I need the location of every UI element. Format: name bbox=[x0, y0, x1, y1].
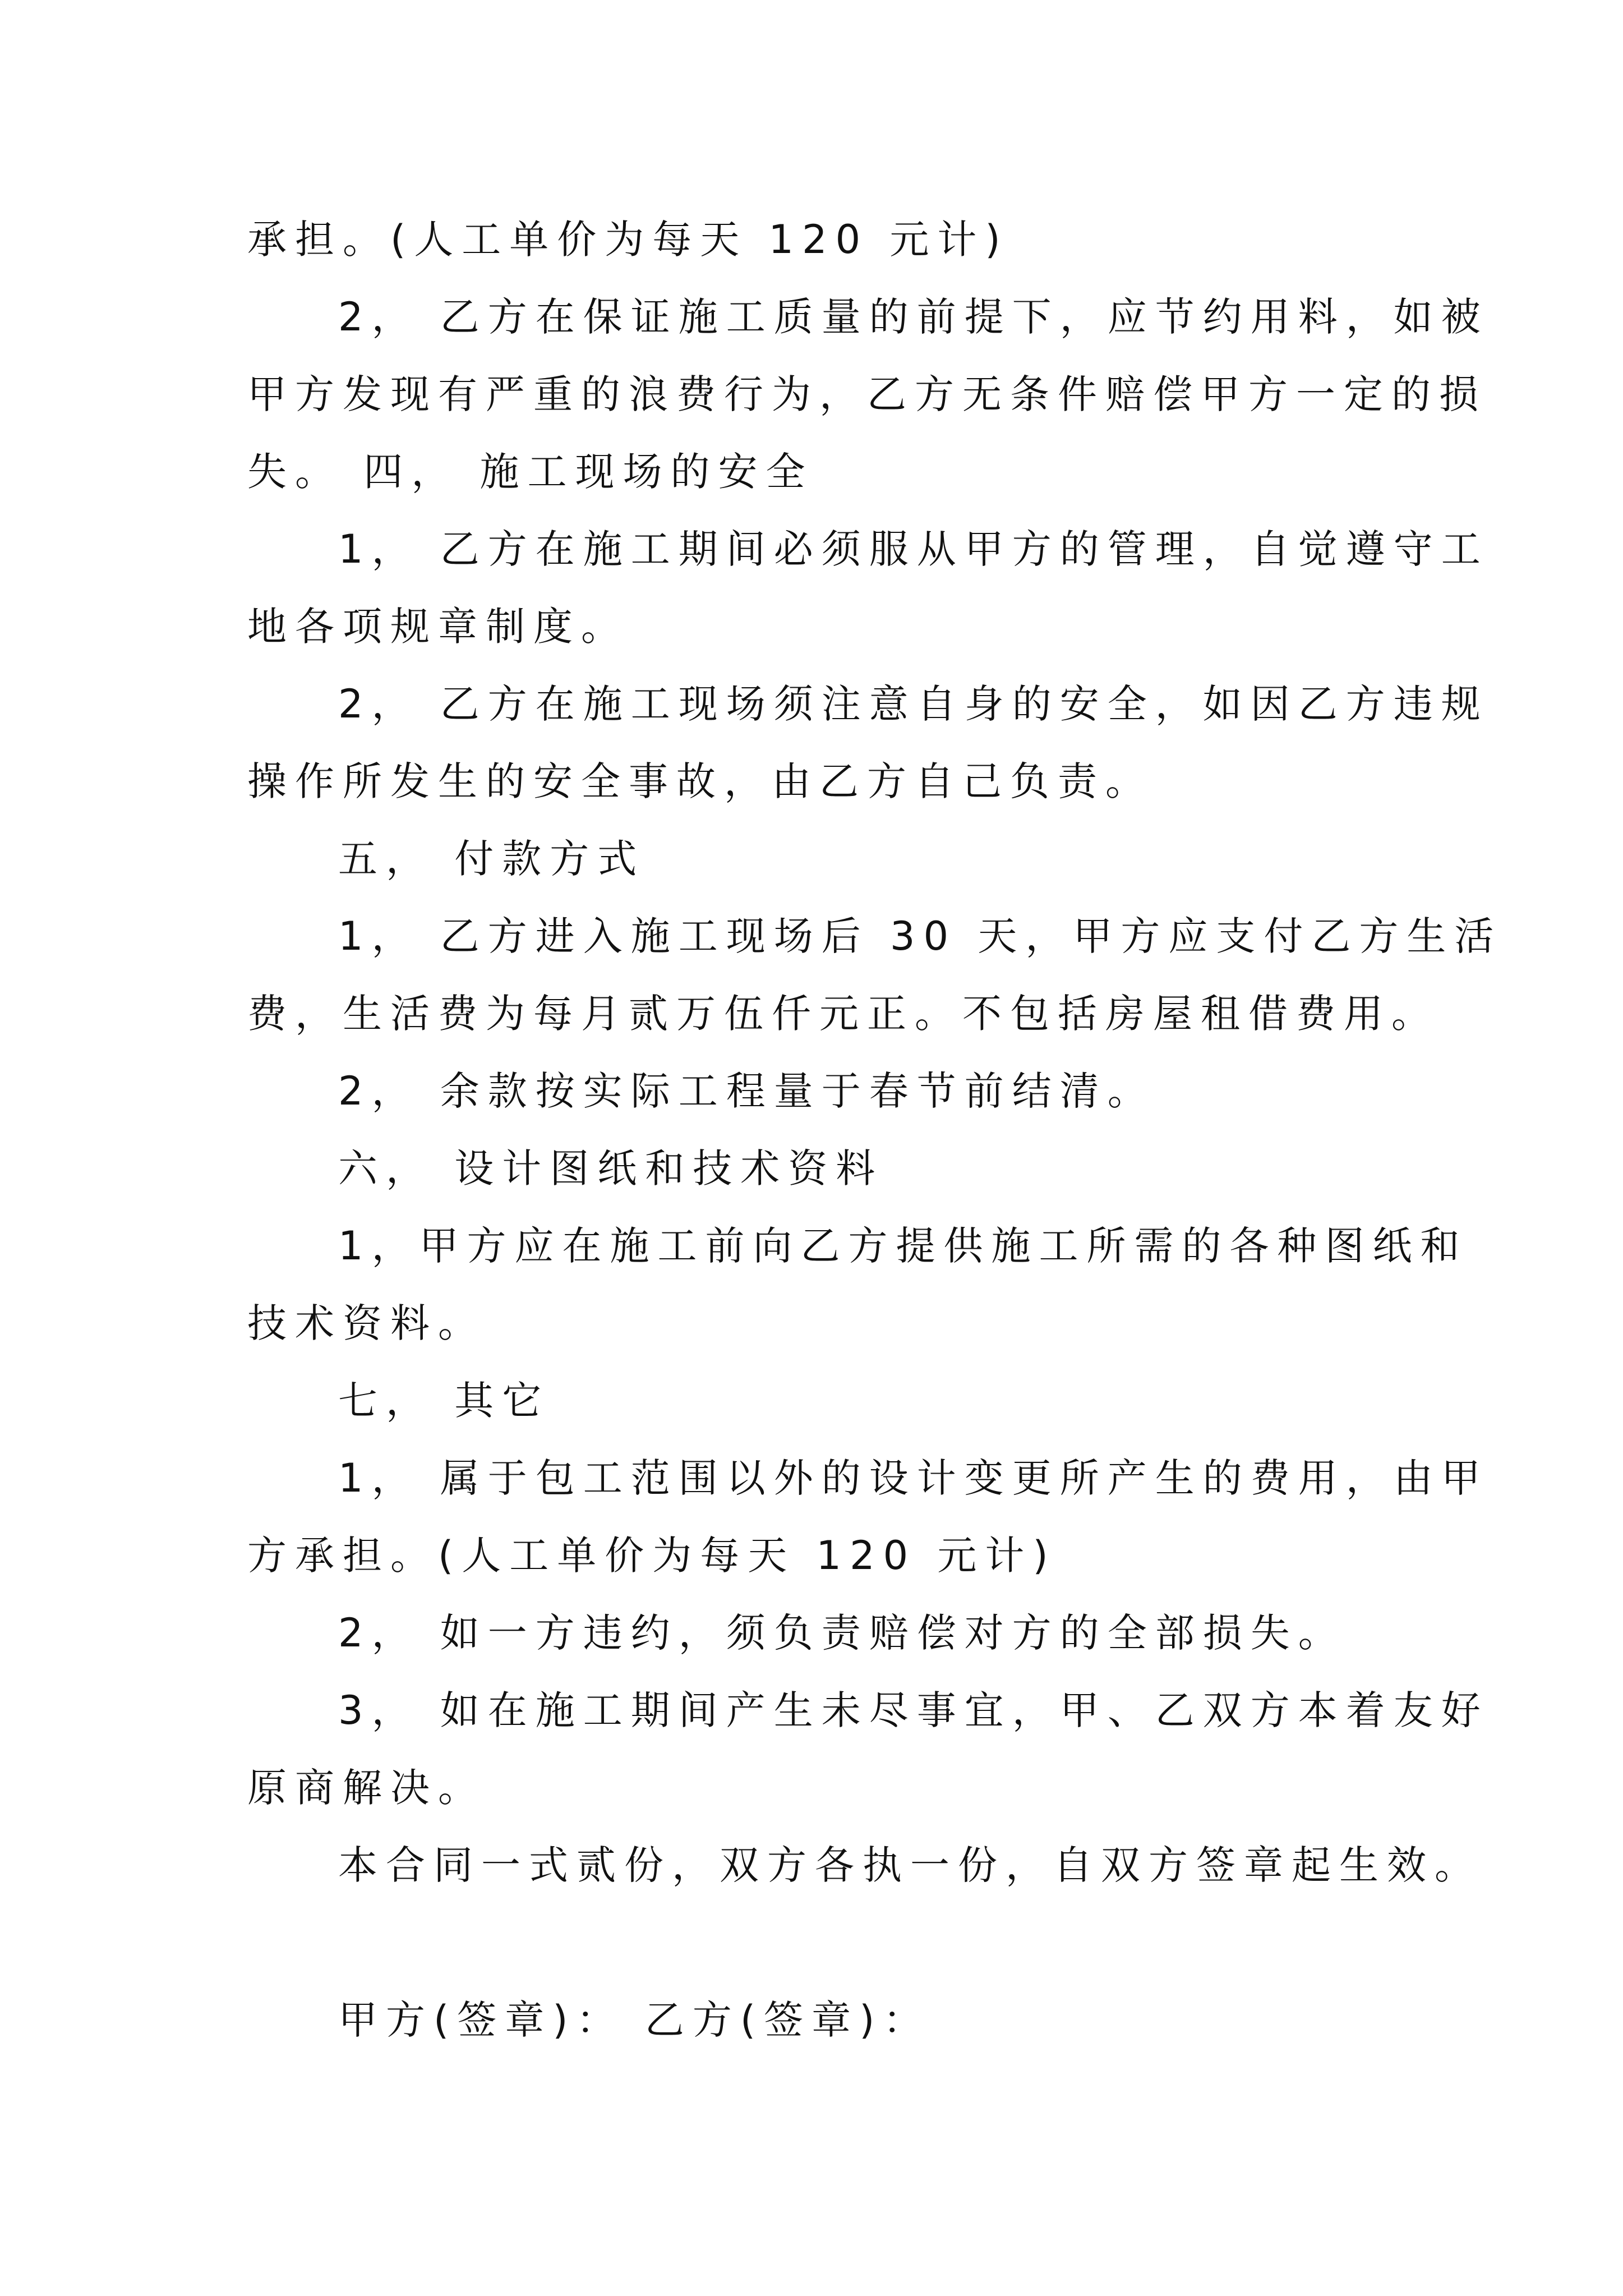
paragraph-line: 1， 乙方在施工期间必须服从甲方的管理，自觉遵守工 bbox=[338, 526, 1489, 572]
paragraph-line: 甲方发现有严重的浪费行为，乙方无条件赔偿甲方一定的损 bbox=[247, 371, 1487, 417]
paragraph-line: 原商解决。 bbox=[247, 1765, 486, 1811]
section-heading-5: 五， 付款方式 bbox=[338, 836, 645, 882]
paragraph-line: 2， 乙方在施工现场须注意自身的安全，如因乙方违规 bbox=[338, 681, 1489, 727]
section-heading-6: 六， 设计图纸和技术资料 bbox=[338, 1145, 884, 1191]
paragraph-line: 3， 如在施工期间产生未尽事宜，甲、乙双方本着友好 bbox=[338, 1687, 1489, 1733]
paragraph-line: 2， 余款按实际工程量于春节前结清。 bbox=[338, 1068, 1155, 1114]
paragraph-line: 2， 乙方在保证施工质量的前提下，应节约用料，如被 bbox=[338, 294, 1489, 340]
section-heading-4: 失。 四， 施工现场的安全 bbox=[247, 449, 814, 495]
paragraph-line: 1， 乙方进入施工现场后 30 天，甲方应支付乙方生活 bbox=[338, 913, 1502, 959]
section-heading-7: 七， 其它 bbox=[338, 1378, 550, 1424]
paragraph-line: 地各项规章制度。 bbox=[247, 604, 629, 650]
paragraph-line: 方承担。(人工单价为每天 120 元计) bbox=[247, 1533, 1057, 1579]
paragraph-line: 2， 如一方违约，须负责赔偿对方的全部损失。 bbox=[338, 1610, 1346, 1656]
paragraph-line: 技术资料。 bbox=[247, 1300, 486, 1346]
paragraph-line: 1， 属于包工范围以外的设计变更所产生的费用，由甲 bbox=[338, 1455, 1489, 1501]
signature-line: 甲方(签章)： 乙方(签章)： bbox=[338, 1997, 931, 2043]
contract-validity-line: 本合同一式贰份，双方各执一份，自双方签章起生效。 bbox=[338, 1842, 1482, 1888]
paragraph-line: 操作所发生的安全事故，由乙方自己负责。 bbox=[247, 758, 1153, 804]
paragraph-line: 1，甲方应在施工前向乙方提供施工所需的各种图纸和 bbox=[338, 1223, 1468, 1269]
paragraph-line: 费，生活费为每月贰万伍仟元正。不包括房屋租借费用。 bbox=[247, 991, 1439, 1037]
paragraph-line: 承担。(人工单价为每天 120 元计) bbox=[247, 217, 1009, 263]
